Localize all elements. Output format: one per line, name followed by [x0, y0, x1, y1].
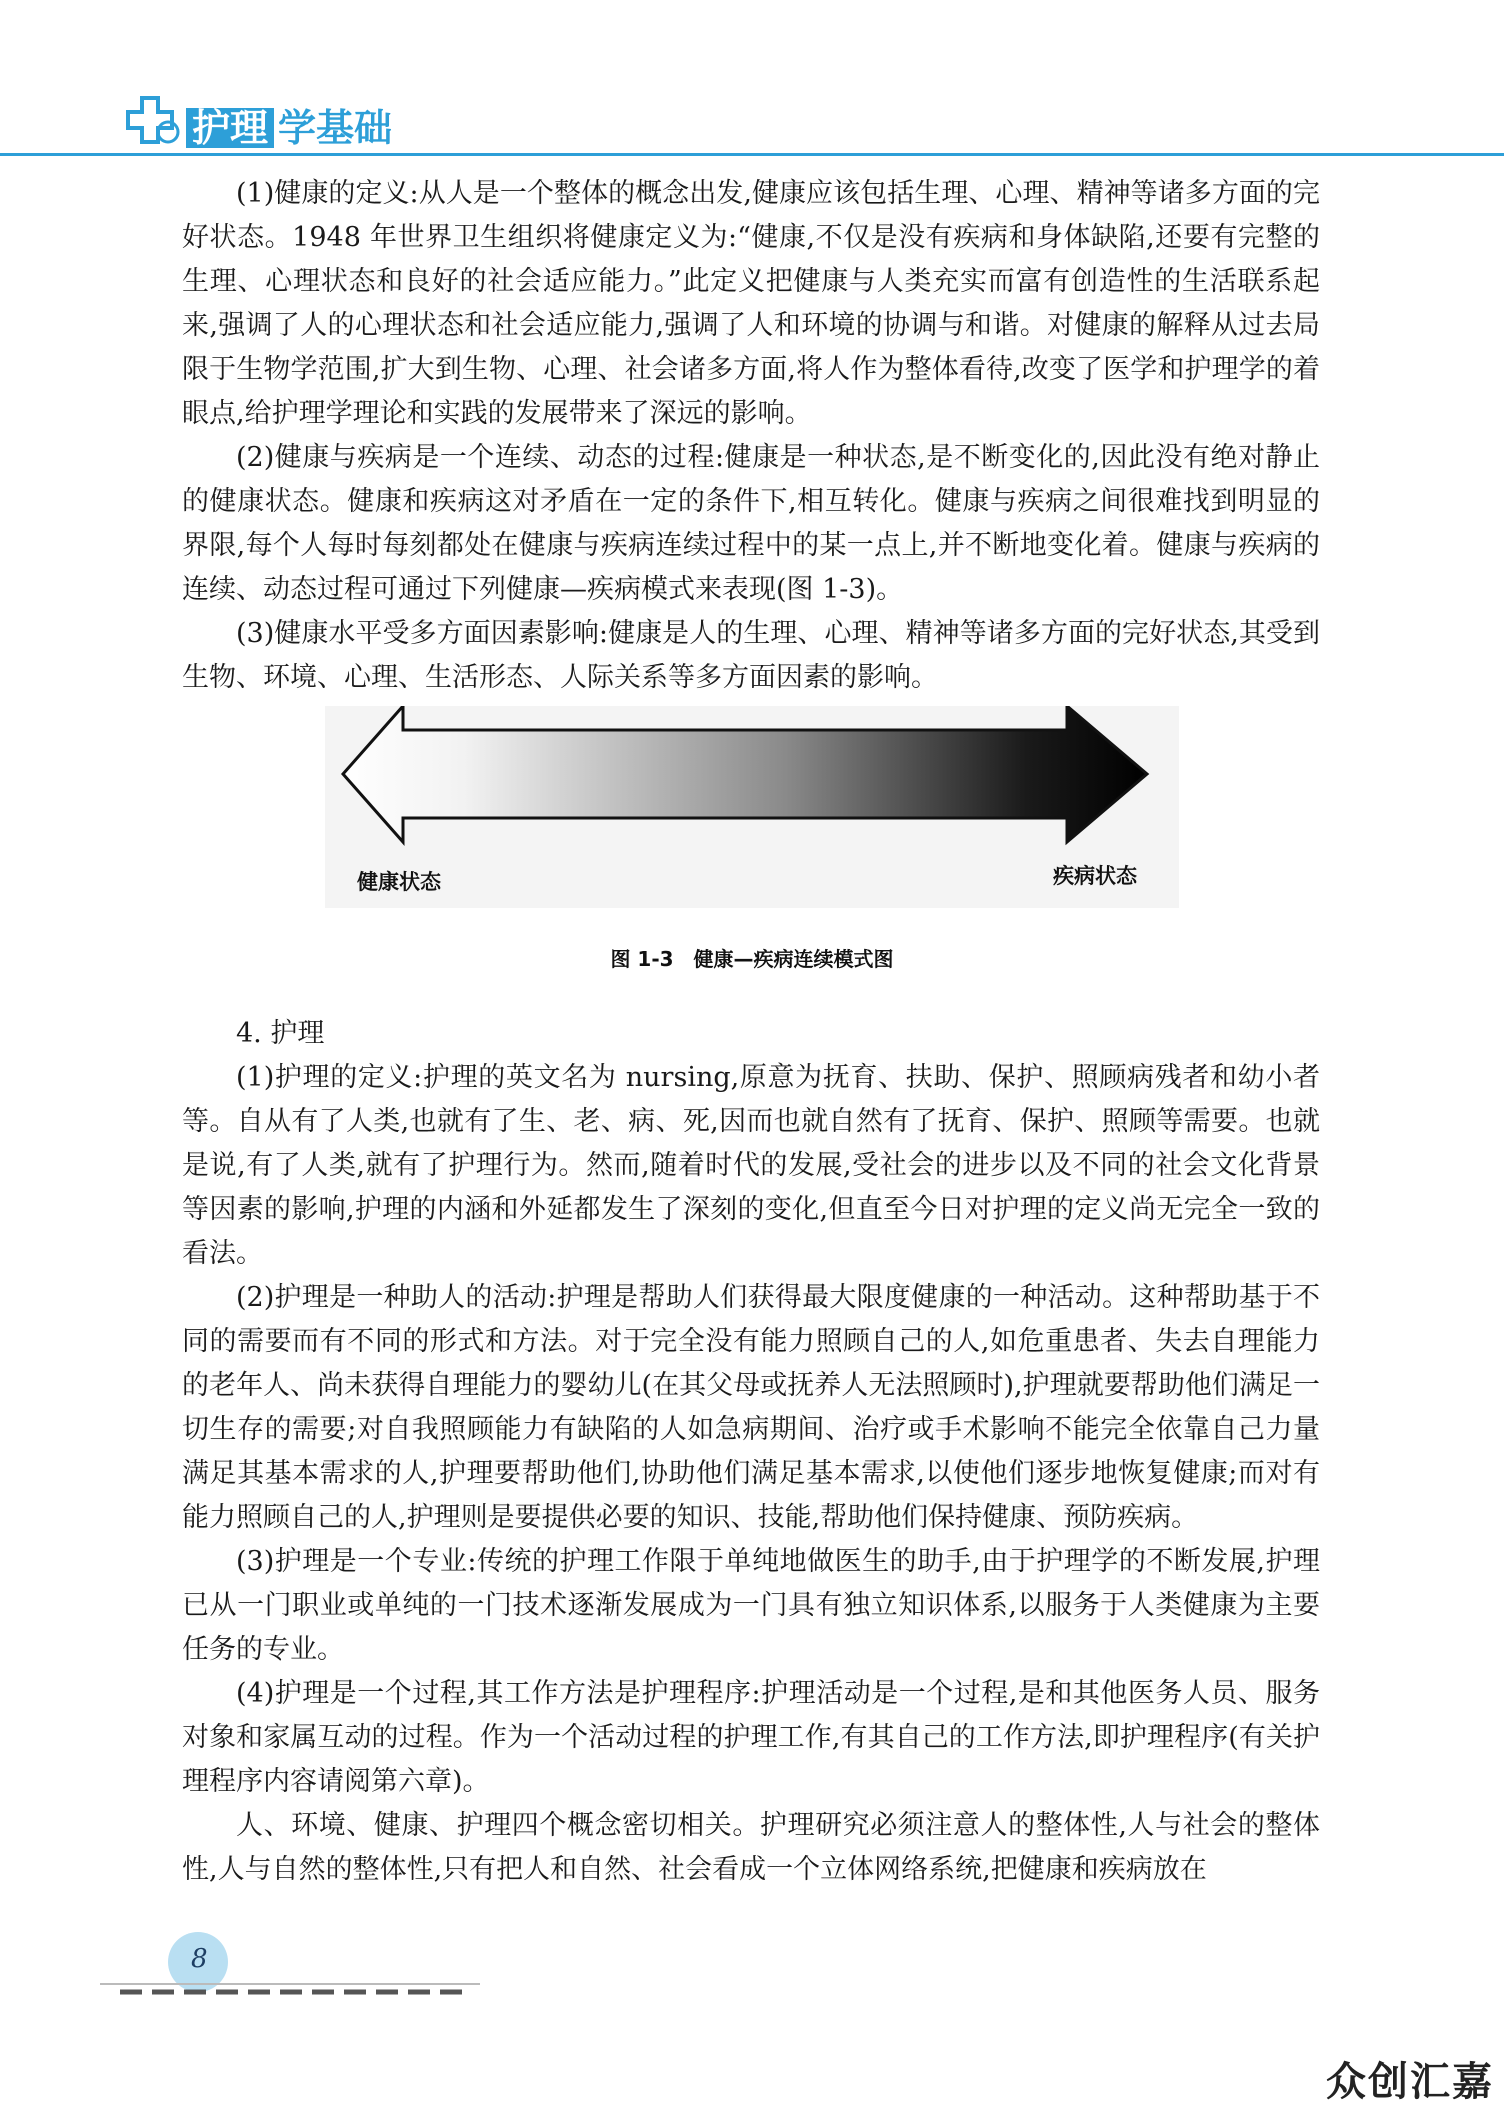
page-number: 8	[191, 1944, 208, 1974]
page-header	[0, 0, 1504, 160]
disease-state-label: 疾病状态	[1053, 864, 1137, 888]
health-disease-continuum-figure	[325, 706, 1179, 908]
section-heading: 4. 护理	[236, 1018, 325, 1049]
health-state-label: 健康状态	[357, 870, 441, 894]
paragraph: (3)健康水平受多方面因素影响:健康是人的生理、心理、精神等诸多方面的完好状态,其受到生物、环境、心理、生活形态、人际关系等多方面因素的影响。	[182, 618, 1320, 693]
paragraph: (1)健康的定义:从人是一个整体的概念出发,健康应该包括生理、心理、精神等诸多方面的完好状态。1948 年世界卫生组织将健康定义为:“健康,不仅是没有疾病和身体缺陷,还要有完整的生理、心理状态和良好的社会适应能力。”此定义把健康与人类充实而富有创造性的生活联系起来,强调了人的心理状态和社会适应能力,强调了人和环境的协调与和谐。对健康的解释从过去局限于生物学范围,扩大到生物、心理、社会诸多方面,将人作为整体看待,改变了医学和护理学的着眼点,给护理学理论和实践的发展带来了深远的影响。	[182, 178, 1320, 429]
figure-caption: 图 1-3 健康—疾病连续模式图	[610, 947, 894, 971]
watermark-text: 众创汇嘉	[1326, 2059, 1494, 2105]
paragraph: (2)健康与疾病是一个连续、动态的过程:健康是一种状态,是不断变化的,因此没有绝对静止的健康状态。健康和疾病这对矛盾在一定的条件下,相互转化。健康与疾病之间很难找到明显的界限,每个人每时每刻都处在健康与疾病连续过程中的某一点上,并不断地变化着。健康与疾病的连续、动态过程可通过下列健康—疾病模式来表现(图 1-3)。	[182, 442, 1320, 605]
book-title	[186, 108, 392, 148]
double-arrow-gradient-icon	[325, 706, 1179, 908]
paragraph: (1)护理的定义:护理的英文名为 nursing,原意为抚育、扶助、保护、照顾病残者和幼小者等。自从有了人类,也就有了生、老、病、死,因而也就自然有了抚育、保护、照顾等需要。也就是说,有了人类,就有了护理行为。然而,随着时代的发展,受社会的进步以及不同的社会文化背景等因素的影响,护理的内涵和外延都发生了深刻的变化,但直至今日对护理的定义尚无完全一致的看法。	[182, 1062, 1320, 1269]
body-section-nursing	[182, 1012, 1320, 1892]
book-title-highlight: 护理	[186, 108, 274, 148]
book-title-rest: 学基础	[278, 106, 393, 150]
body-section-health	[182, 172, 1320, 700]
footer-dashed-rule	[100, 1980, 480, 2000]
paragraph: 人、环境、健康、护理四个概念密切相关。护理研究必须注意人的整体性,人与社会的整体性,人与自然的整体性,只有把人和自然、社会看成一个立体网络系统,把健康和疾病放在	[182, 1810, 1320, 1885]
paragraph: (2)护理是一种助人的活动:护理是帮助人们获得最大限度健康的一种活动。这种帮助基于不同的需要而有不同的形式和方法。对于完全没有能力照顾自己的人,如危重患者、失去自理能力的老年人、尚未获得自理能力的婴幼儿(在其父母或抚养人无法照顾时),护理就要帮助他们满足一切生存的需要;对自我照顾能力有缺陷的人如急病期间、治疗或手术影响不能完全依靠自己力量满足其基本需求的人,护理要帮助他们,协助他们满足基本需求,以使他们逐步地恢复健康;而对有能力照顾自己的人,护理则是要提供必要的知识、技能,帮助他们保持健康、预防疾病。	[182, 1282, 1320, 1533]
page-footer	[0, 1920, 1504, 2000]
paragraph: (4)护理是一个过程,其工作方法是护理程序:护理活动是一个过程,是和其他医务人员、服务对象和家属互动的过程。作为一个活动过程的护理工作,有其自己的工作方法,即护理程序(有关护理程序内容请阅第六章)。	[182, 1678, 1320, 1797]
paragraph: (3)护理是一个专业:传统的护理工作限于单纯地做医生的助手,由于护理学的不断发展,护理已从一门职业或单纯的一门技术逐渐发展成为一门具有独立知识体系,以服务于人类健康为主要任务的专业。	[182, 1546, 1320, 1665]
medical-cross-logo-icon	[120, 92, 190, 152]
header-rule	[0, 153, 1504, 156]
